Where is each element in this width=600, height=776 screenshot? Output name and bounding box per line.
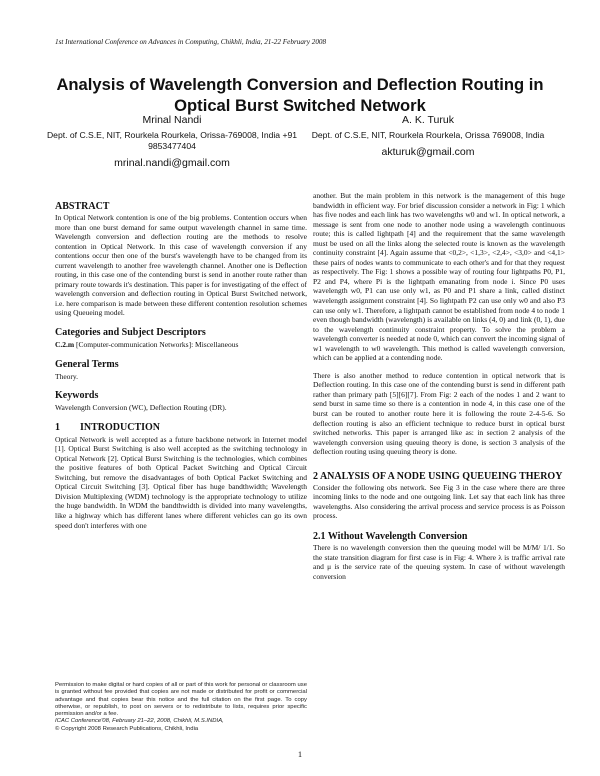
left-column — [55, 201, 307, 530]
permission-footnote — [55, 682, 307, 733]
section-2-1-heading: 2.1 Without Wavelength Conversion — [313, 530, 468, 542]
categories-text — [55, 340, 307, 350]
copyright-text: © Copyright 2008 Research Publications, Chikhli, India — [55, 725, 199, 732]
keywords-text: Wavelength Conversion (WC), Deflection Routing (DR). — [55, 403, 227, 413]
author-block — [298, 114, 558, 159]
body-paragraph: another. But the main problem in this network is the management of this huge bandwidth in efficient way. For brief discussion consider a network in Fig: 1 which has five nodes and each link has two wavelengths w0 and w1. In optical network, a message is sent from one node to another node using a wavelength continuous route; this is called lightpath [4] and the requirement that the same wavelength must be used on all the links along the selected route is known as the wavelength continuity constraint [4]. Again assume that <0,2>, <1,3>, <2,4>, <3,0> and <4,1> these pairs of nodes wants to communicate to each other's and for that they request as respectively. The Fig: 1 shows a possible way of routing four lightpaths P0, P1, P2 and P4, where Pi is the lightpath emanating from node i. Since P0 uses wavelength w0, P1 can use only w1, as P0 and P1 share a link, called distinct wavelength assignment constraint [4]. So lightpath P2 can use only w0 and also P3 can use only w1. Therefore, a lightpath cannot be established from node 4 to node 1 even though bandwidth (wavelength) is available on links (4, 0) and link (0, 1), due to the wavelength continuity constraint property. To solve the problem a wavelength converter is needed at node 0, which can convert the incoming signal of w1 wavelength to w0 wavelength. This method is called wavelength conversion, which can be applied at a contending node. — [313, 191, 565, 363]
section-2-1-text: There is no wavelength conversion then the queuing model will be M/M/ 1/1. So the state transition diagram for first case is in Fig: 4. Where λ is traffic arrival rate and μ is the service rate of the queuing system. In case of without wavelength conversion — [313, 542, 565, 581]
author-name: A. K. Turuk — [402, 114, 454, 126]
conference-info: ICAC Conference'08, February 21–22, 2008, Chikhli, M.S.INDIA, — [55, 718, 224, 725]
abstract-text: In Optical Network contention is one of the big problems. Contention occurs when more than one burst demand for same output wavelength channel in same time. Wavelength conversion and deflection routing are the methods to resolve contention in Optical Network. In this case of wavelength conversion if any contentions occur then one of the burst's wavelength have to be changed from its current wavelength to another free wavelength channel. Another one is Deflection routing, in this case one of the contending burst is send in another route rather than primary route towards it's destination. This paper is for investigating of the effect of wavelength conversion and deflection routing in Optical Burst Switched network, i.e. here comparison is made between these different contention resolution schemes using Queueing model. — [55, 213, 307, 318]
categories-heading: Categories and Subject Descriptors — [55, 327, 206, 339]
categories-description: [Computer-communication Networks]: Miscellaneous — [76, 340, 239, 350]
author-block — [42, 114, 302, 170]
categories-code: C.2.m — [55, 340, 75, 350]
author-affiliation: Dept. of C.S.E, NIT, Rourkela Rourkela, Orissa-769008, India +91 9853477404 — [46, 130, 298, 151]
introduction-text: Optical Network is well accepted as a future backbone network in Internet model [1]. Optical Burst Switching is also well accepted as the switching technology in Optical Network [2]. Optical Burst Switching is the technologies, which combines the positive features of both Optical Packet Switching and Optical Circuit Switching, but remove the disadvantages of both Optical Packet Switching and Optical Circuit Switching [3]. Optical fiber has huge bandthwidth; Wavelength Division Multiplexing (WDM) technology is the appropriate technology to utilize the huge bandwidth. In WDM the bandthwidth is divided into many wavelengths, like a highway which has different lanes where different vehicles can go its own speed don't interferes with one — [55, 434, 307, 530]
paper-title: Analysis of Wavelength Conversion and Deflection Routing in Optical Burst Switched Network — [56, 75, 544, 115]
page-number: 1 — [297, 749, 303, 759]
section-2-heading: 2 ANALYSIS OF A NODE USING QUEUEING THEROY — [313, 470, 563, 482]
conference-header: 1st International Conference on Advances in Computing, Chikhli, India, 21-22 February 2008 — [55, 38, 327, 46]
body-paragraph: There is also another method to reduce contention in optical network that is Deflection routing. In this case one of the contending burst is send in different path rather than primary path [5][6][7]. From Fig: 2 each of the nodes 1 and 2 want to send burst in same time so there is a contention in node 4, in this case one of the burst can be routed to another route here it is following the route 2-4-5-6. So deflection routing is also an efficient technique to reduce burst in optical burst switched networks. This paper is arranged like as: in section 2 analysis of the wavelength conversion using queuing theory is done, is section 3 analysis of the deflection routing using queuing theory is done. — [313, 370, 565, 457]
permission-text: Permission to make digital or hard copies of all or part of this work for personal or classroom use is granted without fee provided that copies are not made or distributed for profit or commercial advantage and that copies bear this notice and the full citation on the first page. To copy otherwise, or republish, to post on servers or to redistribute to lists, requires prior specific permission and/or a fee. — [55, 682, 307, 718]
introduction-heading: 1 INTRODUCTION — [55, 421, 161, 433]
author-affiliation: Dept. of C.S.E, NIT, Rourkela Rourkela, Orissa 769008, India — [311, 130, 545, 140]
section-2-text: Consider the following obs network. See Fig 3 in the case where there are three incoming links to the node and one outgoing link. Let say that each link has three wavelengths. Also considering the arrival process and service process is as Poisson process. — [313, 482, 565, 521]
author-email: mrinal.nandi@gmail.com — [114, 157, 230, 169]
abstract-heading: ABSTRACT — [55, 201, 110, 212]
author-email: akturuk@gmail.com — [381, 146, 475, 158]
general-terms-text: Theory. — [55, 371, 79, 381]
keywords-heading: Keywords — [55, 390, 99, 402]
general-terms-heading: General Terms — [55, 358, 119, 370]
author-name: Mrinal Nandi — [142, 114, 202, 126]
right-column — [313, 191, 565, 581]
